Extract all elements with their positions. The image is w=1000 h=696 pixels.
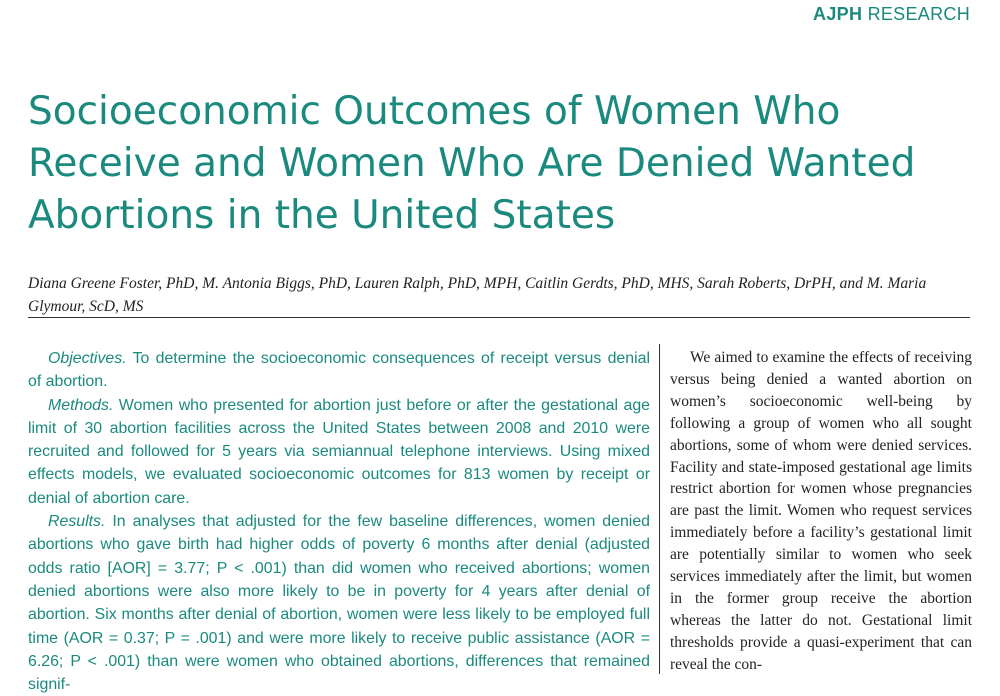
journal-section-label [813,4,970,25]
author-list: Diana Greene Foster, PhD, M. Antonia Biggs, PhD, Lauren Ralph, PhD, MPH, Caitlin Gerdts, PhD, MHS, Sarah Roberts, DrPH, and M. Maria Glymour, ScD, MS [28,275,927,315]
header-divider [28,317,970,318]
results-label: Results. [48,513,106,531]
journal-brand: AJPH [813,4,863,24]
article-title: Socioeconomic Outcomes of Women Who Receive and Women Who Are Denied Wanted Abortions in the United States [28,89,916,238]
abstract [28,347,650,696]
intro-paragraph: We aimed to examine the effects of receiving versus being denied a wanted abortion on women’s socioeconomic well-being by following a group of women who all sought abortions, some of whom were denied services. Facility and state-imposed gestational age limits restrict abortion for women whose pregnancies are past the limit. Women who request services immediately before a facility’s gestational limit are potentially similar to women who seek services immediately after the limit, but women in the former group receive the abortion whereas the latter do not. Gestational limit thresholds provide a quasi-experiment that can reveal the con- [670,349,972,673]
objectives-text: To determine the socioeconomic consequences of receipt versus denial of abortion. [28,350,650,391]
results-text: In analyses that adjusted for the few baseline differences, women denied abortions who gave birth had higher odds of poverty 6 months after denial (adjusted odds ratio [AOR] = 3.77; P < .001) than did women who received abortions; women denied abortions were also more likely to be in poverty for 4 years after denial of abortion. Six months after denial of abortion, women were less likely to be employed full time (AOR = 0.37; P = .001) and were more likely to receive public assistance (AOR = 6.26; P < .001) than were women who obtained abortions, differences that remained signif- [28,513,650,694]
methods-text: Women who presented for abortion just before or after the gestational age limit of 30 abortion facilities across the United States between 2008 and 2010 were recruited and followed for 5 years via semiannual telephone interviews. Using mixed effects models, we evaluated socioeconomic outcomes for 813 women by receipt or denial of abortion care. [28,396,650,507]
abstract-results [28,510,650,696]
column-divider [659,344,660,674]
section-name: RESEARCH [867,4,970,24]
abstract-objectives [28,347,650,394]
methods-label: Methods. [48,396,114,414]
abstract-methods [28,394,650,510]
objectives-label: Objectives. [48,350,127,367]
